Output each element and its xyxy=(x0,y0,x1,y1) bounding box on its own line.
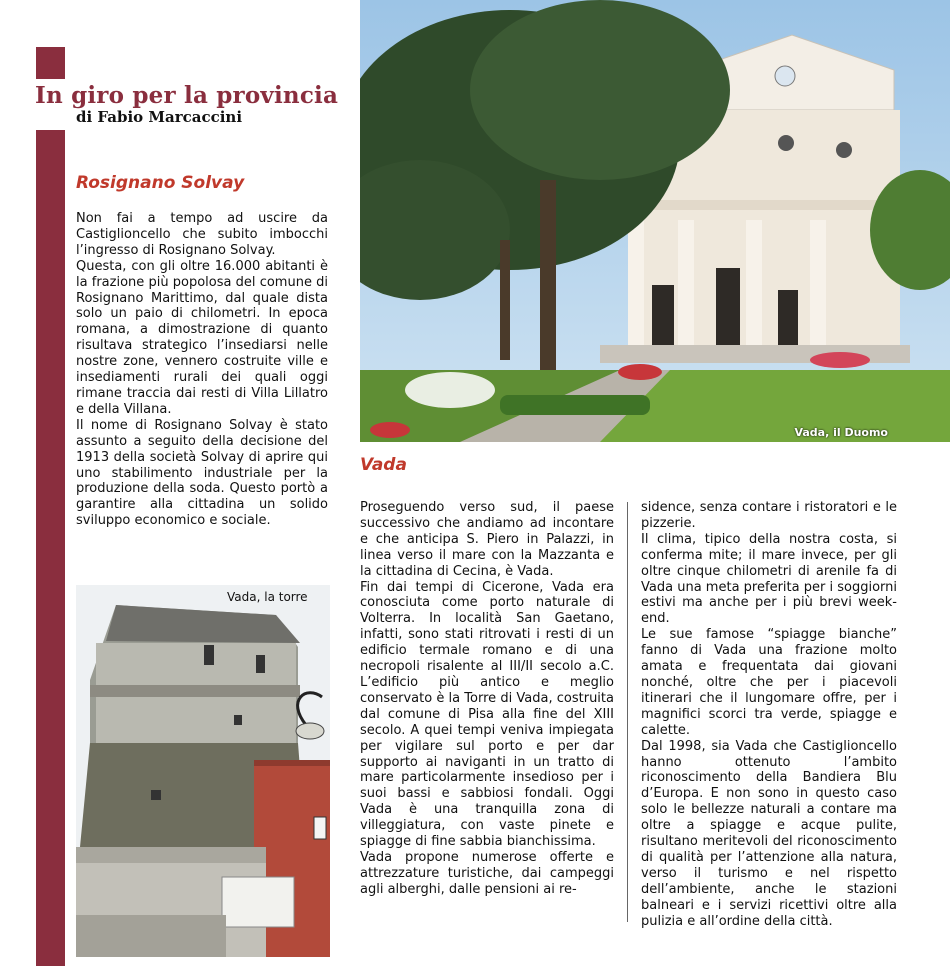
torre-caption: Vada, la torre xyxy=(227,590,308,604)
paragraph: Il nome di Rosignano Solvay è stato assunto a seguito della decisione del 1913 della società Solvay di aprire qui uno stabilimento industriale per la produzione della soda. Questo portò a garantire alla cittadina un solido sviluppo economico e sociale. xyxy=(76,417,328,529)
paragraph: Il clima, tipico della nostra costa, si conferma mite; il mare invece, per gli oltre cinque chilometri di arenile fa di Vada una meta preferita per i soggiorni estivi ma anche per i più brevi week-end. xyxy=(641,531,897,627)
paragraph: Proseguendo verso sud, il paese successivo che andiamo ad incontare e che anticipa S. Piero in Palazzi, in linea verso il mare con la Mazzanta e la cittadina di Cecina, è Vada. xyxy=(360,500,614,579)
section-heading-rosignano: Rosignano Solvay xyxy=(76,173,245,193)
accent-square xyxy=(36,47,65,79)
paragraph: Dal 1998, sia Vada che Castiglioncello hanno ottenuto l’ambito riconoscimento della Bandiera Blu d’Europa. E non sono in questo caso solo le bellezze naturali a contare ma oltre a spiagge e acque pulite, risultano meritevoli del riconoscimento di qualità per l’attenzione alla natura, verso il turismo e nel rispetto dell’ambiente, anche le stazioni balneari e i servizi ricettivi oltre alla pulizia e all’ordine della città. xyxy=(641,738,897,929)
accent-bar xyxy=(36,130,65,966)
duomo-photo xyxy=(360,0,950,442)
article-column-vada-1 xyxy=(360,500,614,898)
duomo-illustration xyxy=(360,0,950,442)
article-column-vada-2 xyxy=(641,500,897,929)
paragraph: Le sue famose “spiagge bianche” fanno di Vada una frazione molto amata e frequentata dai giovani nonché, oltre che per i piacevoli itinerari che il lungomare offre, per i magnifici scorci tra verde, spiagge e calette. xyxy=(641,627,897,738)
paragraph: Questa, con gli oltre 16.000 abitanti è la frazione più popolosa del comune di Rosignano Marittimo, dal quale dista solo un paio di chilometri. In epoca romana, a dimostrazione di quanto risultava strategico l’insediarsi nelle nostre zone, vennero costruite ville e insediamenti rurali dei quali oggi rimane traccia dai resti di Villa Lillatro e della Villana. xyxy=(76,258,328,417)
torre-photo xyxy=(76,585,330,957)
paragraph: Vada propone numerose offerte e attrezzature turistiche, dai campeggi agli alberghi, dalle pensioni ai re- xyxy=(360,849,614,897)
column-divider xyxy=(627,502,628,922)
paragraph: sidence, senza contare i ristoratori e le pizzerie. xyxy=(641,500,897,531)
page-title: In giro per la provincia xyxy=(35,82,339,109)
duomo-caption: Vada, il Duomo xyxy=(794,426,888,439)
section-heading-vada: Vada xyxy=(360,455,407,475)
paragraph: Non fai a tempo ad uscire da Castiglioncello che subito imbocchi l’ingresso di Rosignano Solvay. xyxy=(76,211,328,258)
paragraph: Fin dai tempi di Cicerone, Vada era conosciuta come porto naturale di Volterra. In località San Gaetano, infatti, sono stati ritrovati i resti di un edificio termale romano e di una necropoli risalente al III/II secolo a.C. L’edificio più antico e meglio conservato è la Torre di Vada, costruita dal comune di Pisa alla fine del XIII secolo. A quei tempi veniva impiegata per vigilare sul porto e per dar supporto ai naviganti in un tratto di mare particolarmente insedioso per i suoi bassi e sabbiosi fondali. Oggi Vada è una tranquilla zona di villeggiatura, con vaste pinete e spiagge di fine sabbia bianchissima. xyxy=(360,579,614,850)
torre-illustration xyxy=(76,585,330,957)
article-column-rosignano xyxy=(76,211,328,529)
author-byline: di Fabio Marcaccini xyxy=(76,108,243,126)
